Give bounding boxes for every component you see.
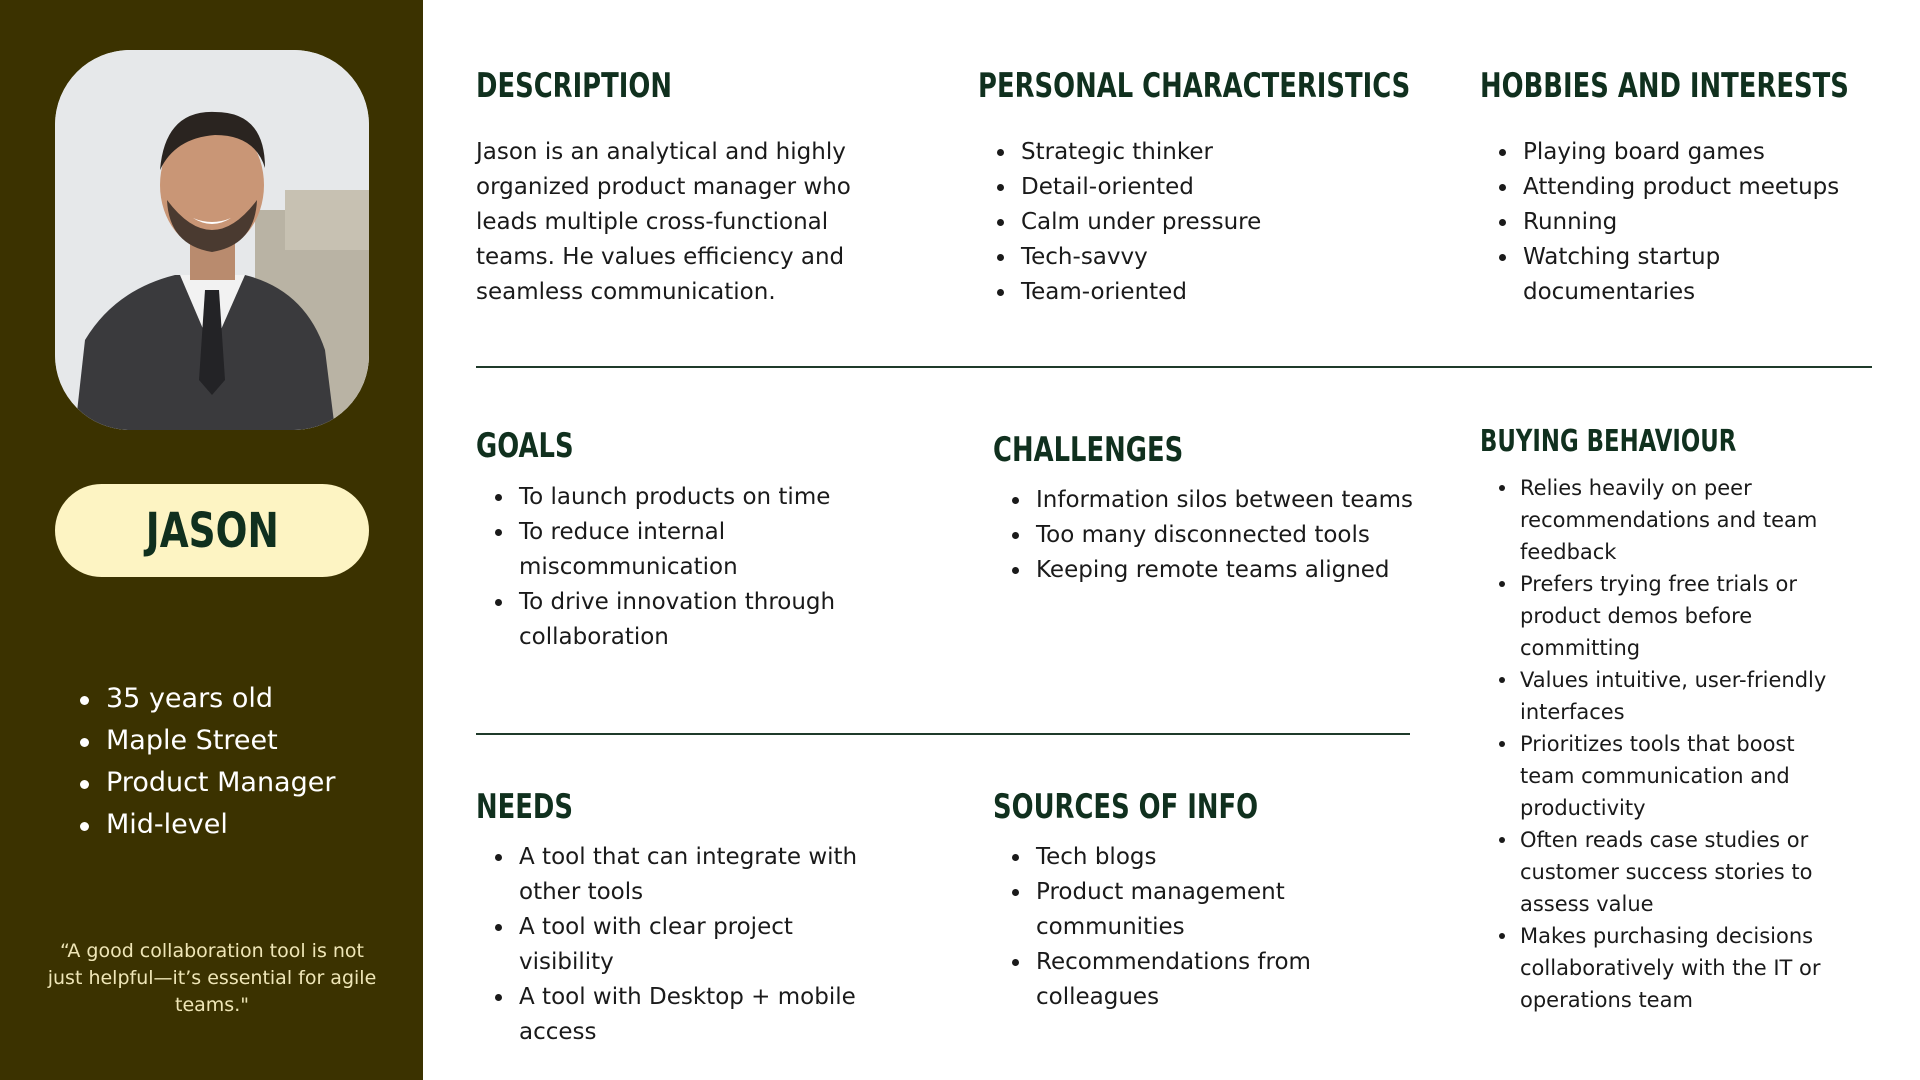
list-item: A tool with Desktop + mobile access: [476, 980, 876, 1050]
persona-quote: “A good collaboration tool is not just helpful—it’s essential for agile teams.": [47, 940, 377, 1016]
list-item: Tech blogs: [993, 840, 1353, 875]
buying-behaviour-list: [1480, 472, 1830, 1016]
sources-of-info-heading: SOURCES OF INFO: [993, 787, 1259, 827]
sources-of-info-list: [993, 840, 1353, 1015]
list-item: Strategic thinker: [978, 135, 1358, 170]
list-item: To reduce internal miscommunication: [476, 515, 876, 585]
challenges-heading: CHALLENGES: [993, 430, 1184, 470]
list-item: A tool with clear project visibility: [476, 910, 876, 980]
section-divider: [476, 366, 1872, 368]
list-item: Watching startup documentaries: [1480, 240, 1840, 310]
section-divider: [476, 733, 1410, 735]
list-item: Information silos between teams: [993, 483, 1423, 518]
list-item: Prefers trying free trials or product demos before committing: [1480, 568, 1830, 664]
persona-sidebar: [0, 0, 423, 1080]
list-item: Recommendations from colleagues: [993, 945, 1353, 1015]
list-item: Team-oriented: [978, 275, 1358, 310]
list-item: Detail-oriented: [978, 170, 1358, 205]
list-item: Product management communities: [993, 875, 1353, 945]
list-item: A tool that can integrate with other tools: [476, 840, 876, 910]
fact-item: 35 years old: [80, 678, 335, 720]
list-item: Playing board games: [1480, 135, 1840, 170]
persona-name: JASON: [145, 502, 279, 559]
hobbies-heading: HOBBIES AND INTERESTS: [1480, 66, 1849, 106]
persona-name-badge: [55, 484, 369, 577]
persona-photo: [55, 50, 369, 430]
fact-item: Maple Street: [80, 720, 335, 762]
personal-characteristics-heading: PERSONAL CHARACTERISTICS: [978, 66, 1411, 106]
list-item: Tech-savvy: [978, 240, 1358, 275]
goals-heading: GOALS: [476, 426, 574, 466]
goals-list: [476, 480, 876, 655]
person-portrait-image: [55, 50, 369, 430]
list-item: Keeping remote teams aligned: [993, 553, 1423, 588]
list-item: To drive innovation through collaboration: [476, 585, 876, 655]
list-item: Prioritizes tools that boost team communication and productivity: [1480, 728, 1830, 824]
list-item: Makes purchasing decisions collaboratively with the IT or operations team: [1480, 920, 1830, 1016]
needs-heading: NEEDS: [476, 787, 573, 827]
needs-list: [476, 840, 876, 1050]
list-item: Calm under pressure: [978, 205, 1358, 240]
list-item: To launch products on time: [476, 480, 876, 515]
list-item: Often reads case studies or customer success stories to assess value: [1480, 824, 1830, 920]
fact-item: Product Manager: [80, 762, 335, 804]
description-heading: DESCRIPTION: [476, 66, 672, 106]
list-item: Relies heavily on peer recommendations and team feedback: [1480, 472, 1830, 568]
hobbies-list: [1480, 135, 1840, 310]
fact-item: Mid-level: [80, 804, 335, 846]
challenges-list: [993, 483, 1423, 588]
list-item: Attending product meetups: [1480, 170, 1840, 205]
persona-facts-list: [80, 678, 335, 846]
description-text: Jason is an analytical and highly organized product manager who leads multiple cross-functional teams. He values efficiency and seamless communication.: [476, 139, 851, 305]
list-item: Too many disconnected tools: [993, 518, 1423, 553]
list-item: Values intuitive, user-friendly interfaces: [1480, 664, 1830, 728]
personal-characteristics-list: [978, 135, 1358, 310]
buying-behaviour-heading: BUYING BEHAVIOUR: [1480, 424, 1737, 459]
list-item: Running: [1480, 205, 1840, 240]
